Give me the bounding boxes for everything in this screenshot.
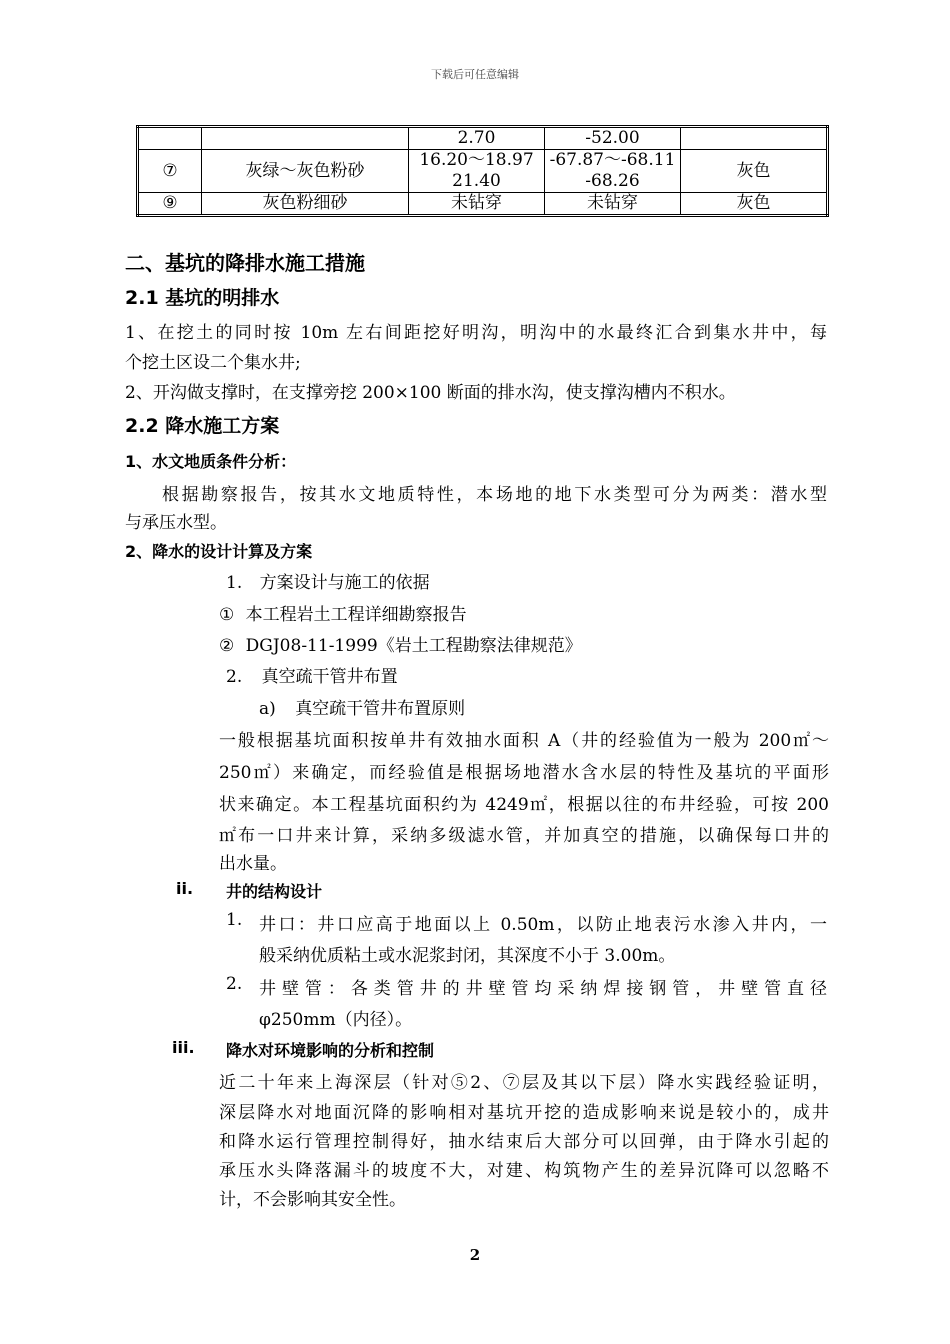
roman-title: 井的结构设计 bbox=[226, 882, 323, 901]
subsection-2-title: 2、降水的设计计算及方案 bbox=[125, 542, 313, 561]
roman-number: iii. bbox=[172, 1038, 195, 1057]
list-number: 2. bbox=[226, 974, 243, 994]
paragraph-line: 计，不会影响其安全性。 bbox=[219, 1190, 406, 1210]
paragraph-line: 250㎡）来确定，而经验值是根据场地潜水含水层的特性及基坑的平面形 bbox=[219, 763, 829, 783]
list-text: 方案设计与施工的依据 bbox=[259, 573, 430, 593]
roman-item-ii bbox=[176, 879, 323, 901]
roman-number: ii. bbox=[176, 879, 194, 898]
list-text: DGJ08-11-1999《岩土工程勘察法律规范》 bbox=[245, 636, 582, 656]
list-text: 真空疏干管井布置原则 bbox=[295, 699, 466, 719]
paragraph-line: 般采纳优质粘土或水泥浆封闭，其深度不小于 3.00m。 bbox=[259, 946, 676, 966]
section-2-1-title: 2.1 基坑的明排水 bbox=[125, 287, 280, 309]
paragraph-line: ㎡布一口井来计算，采纳多级滤水管，并加真空的措施，以确保每口井的 bbox=[219, 826, 829, 846]
paragraph-line: 1、在挖土的同时按 10m 左右间距挖好明沟，明沟中的水最终汇合到集水井中，每 bbox=[125, 323, 827, 343]
paragraph-line: 与承压水型。 bbox=[125, 513, 227, 533]
table-row bbox=[138, 150, 828, 193]
section-2-title: 二、基坑的降排水施工措施 bbox=[125, 251, 365, 275]
paragraph-line: 根据勘察报告，按其水文地质特性，本场地的地下水类型可分为两类：潜水型 bbox=[162, 485, 827, 505]
list-number: a) bbox=[259, 699, 276, 719]
paragraph-line: φ250mm（内径）。 bbox=[259, 1010, 413, 1030]
list-number: ① bbox=[219, 605, 235, 625]
paragraph-line: 出水量。 bbox=[219, 854, 287, 874]
section-2-2-title: 2.2 降水施工方案 bbox=[125, 415, 280, 437]
list-number: 1. bbox=[226, 910, 243, 930]
table-cell: 未钻穿 bbox=[545, 193, 681, 216]
table-cell: 灰色 bbox=[681, 150, 828, 193]
roman-item-iii bbox=[172, 1038, 435, 1060]
paragraph-line: 深层降水对地面沉降的影响相对基坑开挖的造成影响来说是较小的，成井 bbox=[219, 1103, 829, 1123]
paragraph-line: 承压水头降落漏斗的坡度不大，对建、构筑物产生的差异沉降可以忽略不 bbox=[219, 1161, 829, 1181]
page-number: 2 bbox=[469, 1246, 481, 1264]
subsection-1-title: 1、水文地质条件分析： bbox=[125, 452, 297, 471]
list-text: 真空疏干管井布置 bbox=[261, 667, 398, 687]
paragraph-line: 近二十年来上海深层（针对⑤2、⑦层及其以下层）降水实践经验证明， bbox=[219, 1073, 829, 1093]
list-text: 本工程岩土工程详细勘察报告 bbox=[245, 605, 467, 625]
table-cell bbox=[202, 127, 409, 150]
paragraph-line: 井口：井口应高于地面以上 0.50m，以防止地表污水渗入井内，一 bbox=[259, 915, 827, 935]
paragraph-line: 2、开沟做支撑时，在支撑旁挖 200×100 断面的排水沟，使支撑沟槽内不积水。 bbox=[125, 383, 736, 403]
table-cell: ⑦ bbox=[138, 150, 202, 193]
table-cell: ⑨ bbox=[138, 193, 202, 216]
list-item bbox=[259, 694, 465, 719]
table-cell bbox=[138, 127, 202, 150]
table-cell bbox=[681, 127, 828, 150]
paragraph-line: 状来确定。本工程基坑面积约为 4249㎡，根据以往的布井经验，可按 200 bbox=[219, 795, 829, 815]
roman-title: 降水对环境影响的分析和控制 bbox=[226, 1041, 435, 1060]
table-cell: 16.20～18.97 21.40 bbox=[409, 150, 545, 193]
table-cell: -52.00 bbox=[545, 127, 681, 150]
list-item bbox=[226, 662, 398, 687]
table-row bbox=[138, 193, 828, 216]
paragraph-line: 一般根据基坑面积按单井有效抽水面积 A（井的经验值为一般为 200㎡～ bbox=[219, 731, 829, 751]
table-cell: 未钻穿 bbox=[409, 193, 545, 216]
paragraph-line: 和降水运行管理控制得好，抽水结束后大部分可以回弹，由于降水引起的 bbox=[219, 1132, 829, 1152]
header-note: 下载后可任意编辑 bbox=[431, 68, 519, 81]
table-cell: 2.70 bbox=[409, 127, 545, 150]
table-row bbox=[138, 127, 828, 150]
list-number: 2. bbox=[226, 667, 243, 687]
paragraph-line: 井壁管：各类管井的井壁管均采纳焊接钢管，井壁管直径 bbox=[259, 979, 827, 999]
paragraph-line: 个挖土区设二个集水井; bbox=[125, 353, 301, 373]
table-cell: 灰绿～灰色粉砂 bbox=[202, 150, 409, 193]
table-cell: 灰色 bbox=[681, 193, 828, 216]
list-item bbox=[219, 631, 582, 656]
soil-layer-table bbox=[136, 125, 829, 217]
table-cell: 灰色粉细砂 bbox=[202, 193, 409, 216]
list-item bbox=[219, 600, 467, 625]
list-number: ② bbox=[219, 636, 235, 656]
list-item bbox=[226, 568, 430, 593]
list-number: 1. bbox=[226, 573, 243, 593]
table-cell: -67.87～-68.11 -68.26 bbox=[545, 150, 681, 193]
